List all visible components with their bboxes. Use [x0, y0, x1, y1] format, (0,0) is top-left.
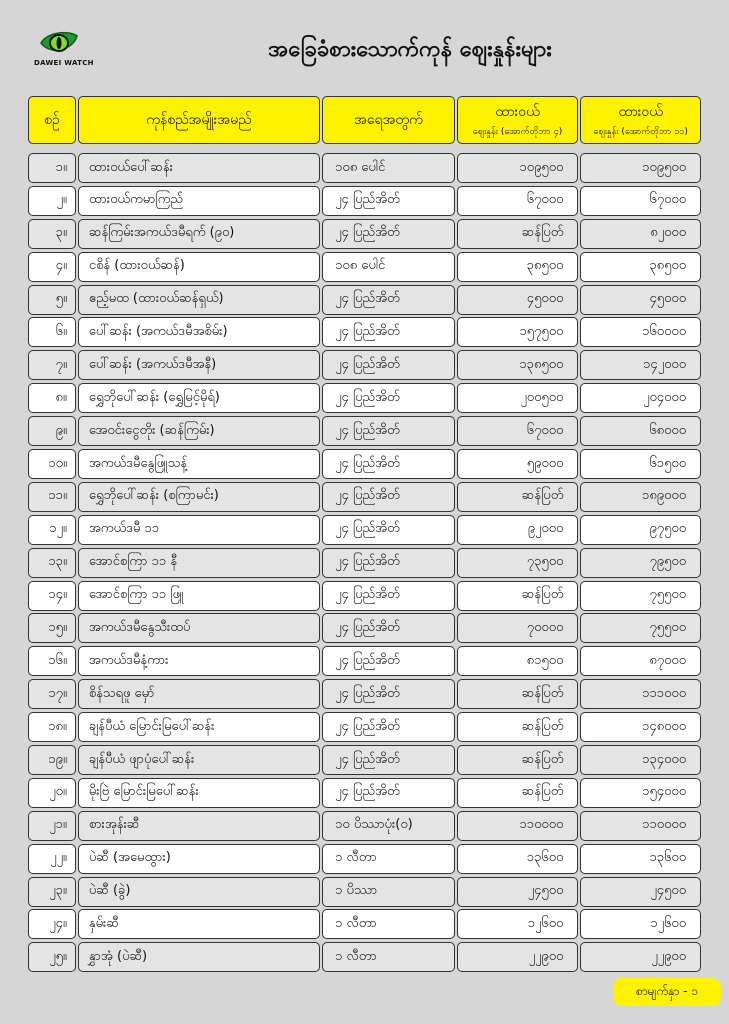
item-unit: ၂၄ ပြည်အိတ် [322, 515, 455, 545]
item-name: မိုးဗြဲ မြောင်းမြပေါ်ဆန်း [78, 778, 320, 808]
table-row [28, 252, 701, 282]
price-oct11: ၁၄၈၀၀၀ [580, 712, 701, 742]
price-oct4: ဆန်ပြတ် [457, 712, 579, 742]
row-number: ၁၅။ [28, 613, 76, 643]
item-name: ပေါ်ဆန်း (အကယ်ဒမီအစိမ်း) [78, 317, 320, 347]
item-name: ပေါ်ဆန်း (အကယ်ဒမီအနီ) [78, 350, 320, 380]
table-row [28, 877, 701, 907]
row-number: ၁၉။ [28, 745, 76, 775]
price-oct11: ၆၈၀၀၀ [580, 416, 701, 446]
table-row [28, 285, 701, 315]
table-row [28, 153, 701, 183]
price-oct4: ၁၂၆၀၀ [457, 909, 579, 939]
price-oct11: ၃၈၅၀၀ [580, 252, 701, 282]
header-price-oct11: ထားဝယ် ဈေးနှုန်း (အောက်တိုဘာ ၁၁) [580, 96, 701, 144]
row-number: ၂၃။ [28, 877, 76, 907]
price-oct11: ၄၅၀၀၀ [580, 285, 701, 315]
row-number: ၁၃။ [28, 548, 76, 578]
price-oct4: ၁၃၈၅၀၀ [457, 350, 579, 380]
price-oct4: ၇၃၅၀၀ [457, 548, 579, 578]
table-row [28, 679, 701, 709]
item-unit: ၂၄ ပြည်အိတ် [322, 482, 455, 512]
price-oct11: ၇၉၅၀၀ [580, 548, 701, 578]
item-unit: ၂၄ ပြည်အိတ် [322, 712, 455, 742]
item-unit: ၂၄ ပြည်အိတ် [322, 613, 455, 643]
price-oct4: ၃၈၅၀၀ [457, 252, 579, 282]
item-name: စားအုန်းဆီ [78, 811, 320, 841]
item-name: နွှာအုံ (ပဲဆီ) [78, 942, 320, 972]
item-unit: ၂၄ ပြည်အိတ် [322, 416, 455, 446]
row-number: ၅။ [28, 285, 76, 315]
item-name: အကယ်ဒမီနံ့ကား [78, 646, 320, 676]
row-number: ၂၄။ [28, 909, 76, 939]
header-no: စဉ် [28, 96, 76, 144]
item-name: ချန်ပီယံ ဖျာပုံပေါ်ဆန်း [78, 745, 320, 775]
price-oct11: ၁၁၀၀၀၀ [580, 811, 701, 841]
eye-icon [39, 28, 79, 58]
table-row [28, 515, 701, 545]
item-name: စိန်သရဖူ မှော် [78, 679, 320, 709]
price-oct4: ၂၄၅၀၀ [457, 877, 579, 907]
row-number: ၂။ [28, 186, 76, 216]
item-name: ရွှေဘိုပေါ်ဆန်း (ရွှေမြင့်မိုရ်) [78, 383, 320, 413]
table-row [28, 383, 701, 413]
price-oct11: ၇၅၅၀၀ [580, 581, 701, 611]
price-oct11: ၆၇၀၀၀ [580, 186, 701, 216]
price-oct4: ၂၂၉၀၀ [457, 942, 579, 972]
table-row [28, 416, 701, 446]
row-number: ၁။ [28, 153, 76, 183]
price-oct11: ၁၄၂၀၀၀ [580, 350, 701, 380]
row-number: ၁၂။ [28, 515, 76, 545]
row-number: ၃။ [28, 219, 76, 249]
item-unit: ၂၄ ပြည်အိတ် [322, 778, 455, 808]
item-name: အောင်စကြာ ၁၁ နီ [78, 548, 320, 578]
price-oct4: ဆန်ပြတ် [457, 482, 579, 512]
item-unit: ၂၄ ပြည်အိတ် [322, 581, 455, 611]
item-unit: ၂၄ ပြည်အိတ် [322, 548, 455, 578]
row-number: ၁၄။ [28, 581, 76, 611]
item-name: ဆန်ကြမ်းအကယ်ဒမီရက် (၉၀) [78, 219, 320, 249]
item-unit: ၁၀ ပိဿာပုံး(ဝ) [322, 811, 455, 841]
table-row [28, 581, 701, 611]
price-oct11: ၁၀၉၅၀၀ [580, 153, 701, 183]
row-number: ၁၁။ [28, 482, 76, 512]
price-oct11: ၁၅၄၀၀၀ [580, 778, 701, 808]
table-row [28, 548, 701, 578]
price-oct11: ၂၀၄၀၀၀ [580, 383, 701, 413]
price-oct11: ၁၃၆၀၀ [580, 844, 701, 874]
price-oct4: ဆန်ပြတ် [457, 679, 579, 709]
item-unit: ၂၄ ပြည်အိတ် [322, 317, 455, 347]
item-unit: ၁၀၈ ပေါင် [322, 153, 455, 183]
table-row [28, 482, 701, 512]
price-oct4: ၁၅၇၅၀၀ [457, 317, 579, 347]
price-oct4: ဆန်ပြတ် [457, 745, 579, 775]
row-number: ၂၂။ [28, 844, 76, 874]
row-number: ၁၇။ [28, 679, 76, 709]
item-unit: ၁၀၈ ပေါင် [322, 252, 455, 282]
price-oct4: ၈၁၅၀၀ [457, 646, 579, 676]
item-name: ထားဝယ်ကမာကြည် [78, 186, 320, 216]
price-oct4: ၄၅၀၀၀ [457, 285, 579, 315]
item-name: ထားဝယ်ပေါ်ဆန်း [78, 153, 320, 183]
price-oct11: ၈၇၀၀၀ [580, 646, 701, 676]
row-number: ၂၅။ [28, 942, 76, 972]
price-oct4: ၆၇၀၀၀ [457, 416, 579, 446]
row-number: ၂၀။ [28, 778, 76, 808]
price-oct11: ၂၂၉၀၀ [580, 942, 701, 972]
table-row [28, 219, 701, 249]
table-header [28, 96, 701, 144]
item-name: အေ၀င်းငွေတိုး (ဆန်ကြမ်း) [78, 416, 320, 446]
price-oct11: ၉၇၅၀၀ [580, 515, 701, 545]
table-row [28, 745, 701, 775]
item-name: နှမ်းဆီ [78, 909, 320, 939]
price-oct4: ဆန်ပြတ် [457, 778, 579, 808]
row-number: ၈။ [28, 383, 76, 413]
table-row [28, 909, 701, 939]
header-item: ကုန်စည်အမျိုးအမည် [78, 96, 320, 144]
row-number: ၉။ [28, 416, 76, 446]
table-row [28, 317, 701, 347]
item-name: အကယ်ဒမီနွေဖြူသန့် [78, 449, 320, 479]
item-unit: ၂၄ ပြည်အိတ် [322, 679, 455, 709]
item-name: ချန်ပီယံ မြောင်းမြပေါ်ဆန်း [78, 712, 320, 742]
row-number: ၄။ [28, 252, 76, 282]
item-unit: ၂၄ ပြည်အိတ် [322, 383, 455, 413]
table-row [28, 646, 701, 676]
item-unit: ၁ လီတာ [322, 909, 455, 939]
row-number: ၆။ [28, 317, 76, 347]
item-unit: ၂၄ ပြည်အိတ် [322, 285, 455, 315]
price-oct4: ၂၀၀၅၀၀ [457, 383, 579, 413]
item-name: ဧည့်မထ (ထားဝယ်ဆန်ရှယ်) [78, 285, 320, 315]
logo-text: DAWEI WATCH [34, 59, 94, 67]
table-row [28, 712, 701, 742]
row-number: ၂၁။ [28, 811, 76, 841]
price-oct11: ၁၃၄၀၀၀ [580, 745, 701, 775]
price-oct11: ၁၆၀၀၀၀ [580, 317, 701, 347]
item-unit: ၂၄ ပြည်အိတ် [322, 646, 455, 676]
header-unit: အရေအတွက် [322, 96, 455, 144]
price-oct11: ၈၂၀၀၀ [580, 219, 701, 249]
price-oct11: ၁၁၁၀၀၀ [580, 679, 701, 709]
page-number-badge: စာမျက်နှာ - ၁ [613, 978, 721, 1006]
price-oct4: ၁၃၆၀၀ [457, 844, 579, 874]
item-unit: ၂၄ ပြည်အိတ် [322, 350, 455, 380]
price-oct11: ၇၅၅၀၀ [580, 613, 701, 643]
price-table [28, 96, 701, 975]
table-row [28, 449, 701, 479]
logo [34, 28, 94, 72]
price-oct4: ၅၉၀၀၀ [457, 449, 579, 479]
price-oct4: ၁၀၉၅၀၀ [457, 153, 579, 183]
table-row [28, 350, 701, 380]
price-oct4: ဆန်ပြတ် [457, 219, 579, 249]
item-name: ငစိန် (ထားဝယ်ဆန်) [78, 252, 320, 282]
item-unit: ၂၄ ပြည်အိတ် [322, 219, 455, 249]
row-number: ၁၆။ [28, 646, 76, 676]
price-oct4: ၉၂၀၀၀ [457, 515, 579, 545]
price-oct4: ၁၁၀၀၀၀ [457, 811, 579, 841]
row-number: ၇။ [28, 350, 76, 380]
item-unit: ၂၄ ပြည်အိတ် [322, 745, 455, 775]
item-name: ပဲဆီ (ခွဲ) [78, 877, 320, 907]
row-number: ၁၈။ [28, 712, 76, 742]
item-unit: ၂၄ ပြည်အိတ် [322, 186, 455, 216]
item-unit: ၁ ပိဿာ [322, 877, 455, 907]
table-row [28, 778, 701, 808]
item-name: အကယ်ဒမီ ၁၁ [78, 515, 320, 545]
item-unit: ၁ လီတာ [322, 942, 455, 972]
item-name: ပဲဆီ (အမေထွား) [78, 844, 320, 874]
table-row [28, 613, 701, 643]
item-name: အောင်စကြာ ၁၁ ဖြူ [78, 581, 320, 611]
item-name: ရွှေဘိုပေါ်ဆန်း (စကြာမင်း) [78, 482, 320, 512]
price-oct11: ၁၂၆၀၀ [580, 909, 701, 939]
item-unit: ၂၄ ပြည်အိတ် [322, 449, 455, 479]
item-name: အကယ်ဒမီနွေသီးထပ် [78, 613, 320, 643]
price-oct4: ၇၀၀၀၀ [457, 613, 579, 643]
price-oct4: ၆၇၀၀၀ [457, 186, 579, 216]
table-row [28, 811, 701, 841]
price-oct4: ဆန်ပြတ် [457, 581, 579, 611]
page-title: အခြေခံစားသောက်ကုန် ဈေးနှုန်းများ [268, 37, 552, 62]
item-unit: ၁ လီတာ [322, 844, 455, 874]
price-oct11: ၆၁၅၀၀ [580, 449, 701, 479]
table-row [28, 186, 701, 216]
table-row [28, 844, 701, 874]
row-number: ၁၀။ [28, 449, 76, 479]
header-price-oct4: ထားဝယ် ဈေးနှုန်း (အောက်တိုဘာ ၄) [457, 96, 579, 144]
table-row [28, 942, 701, 972]
price-oct11: ၂၄၅၀၀ [580, 877, 701, 907]
price-oct11: ၁၈၉၀၀၀ [580, 482, 701, 512]
